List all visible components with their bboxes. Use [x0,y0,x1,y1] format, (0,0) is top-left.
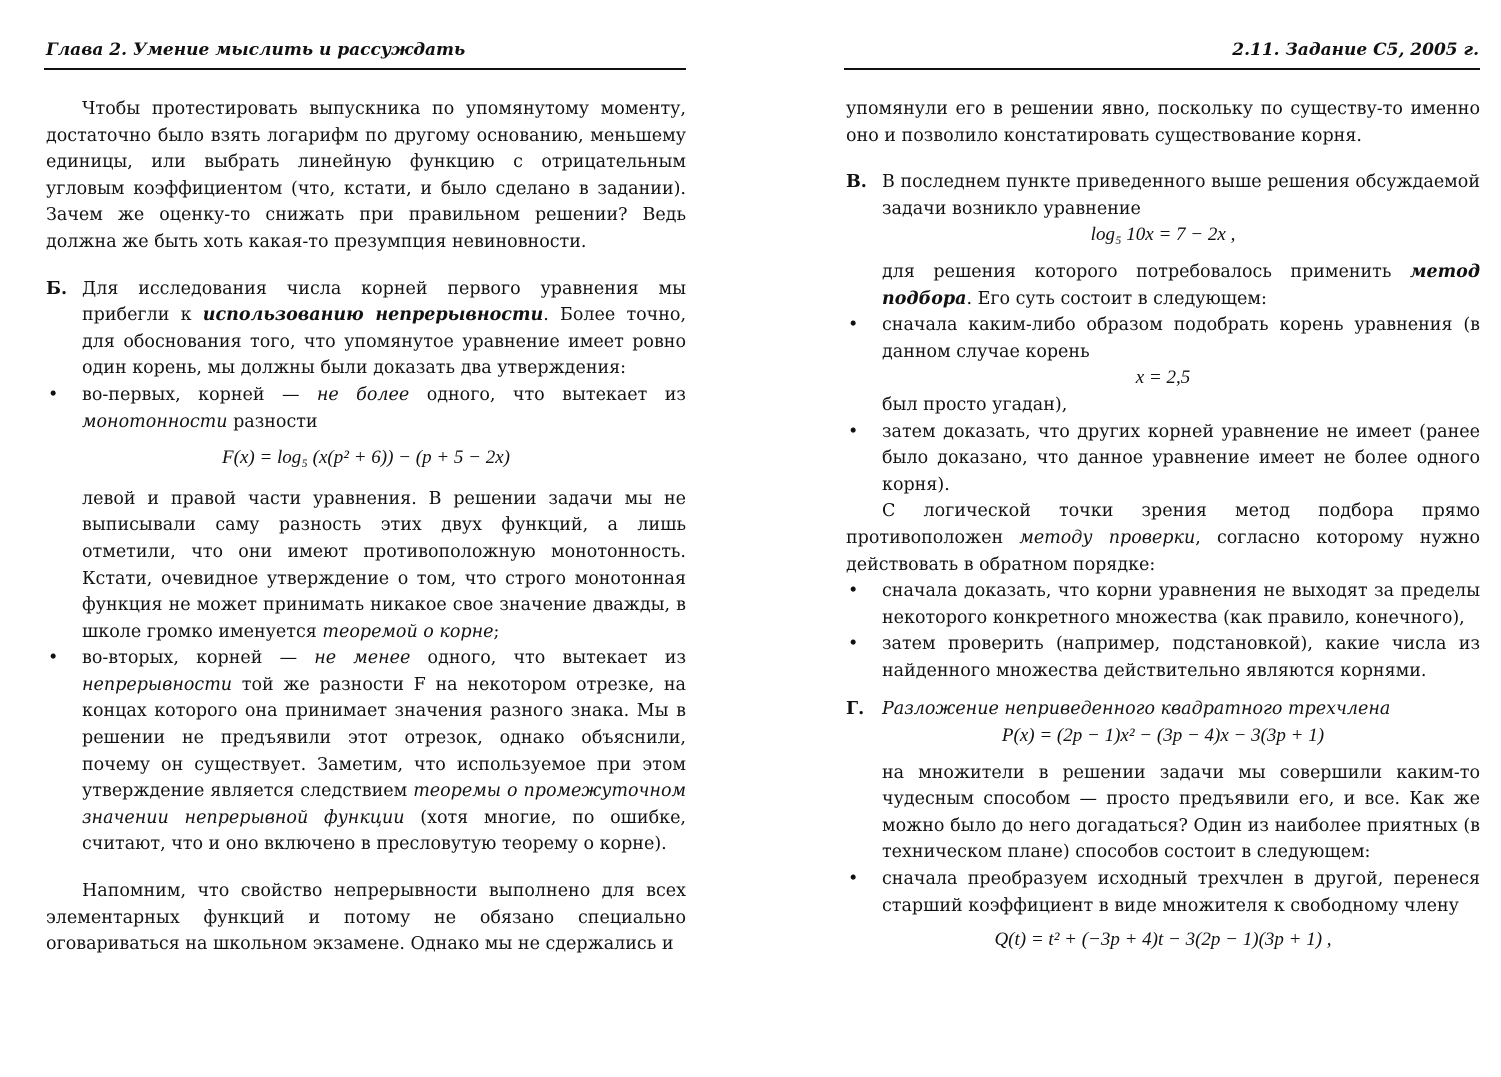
bullet-dot: • [848,315,859,336]
bullet-transform-text: сначала преобразуем исходный трехчлен в другой, перенеся старший коэффициент в виде множителя к свободному члену [882,869,1480,916]
formula-Q: Q(t) = t² + (−3p + 4)t − 3(2p − 1)(3p + 1) , [994,929,1332,951]
running-header-right: 2.11. Задание С5, 2005 г. [1232,40,1479,60]
bullet-first-c: разности [227,411,318,432]
section-b [46,276,686,382]
bullet-first-a: во-первых, корней — [82,384,317,405]
paragraph-logic [846,498,1480,578]
section-g-text-body: на множители в решении задачи мы совершили каким-то чудесным способом — просто предъявили его, и все. Как же можно было до него догадаться? Один из наиболее приятных (в техническом плане) способов состоит в следующем: [882,762,1480,863]
right-page [760,0,1501,1077]
section-b-text-1: Для исследования числа корней первого уравнения мы прибегли к [82,278,686,326]
bullet-dot: • [848,634,859,655]
bullet-pick-root-cont [846,392,1480,419]
bullet-second [46,645,686,858]
bullet-second-a: во-вторых, корней — [82,648,315,669]
formula-x: x = 2,5 [1135,367,1191,389]
section-g-label: Г. [846,699,865,720]
section-b-text-2: . Более точно, для обоснования того, что упомянутое уравнение имеет ровно один корень, мы должны были доказать два утверждения: [82,305,687,379]
formula-F: F(x) = log₅ (x(p² + 6)) − (p + 5 − 2x) [222,447,510,469]
after-formula-2: ; [493,621,500,642]
right-page-body [846,96,1480,954]
bullet-check-roots [846,631,1480,684]
header-rule-right [844,68,1480,70]
bullet-pick-root-text: сначала каким-либо образом подобрать корень уравнения (в данном случае корень [882,315,1480,362]
bullet-first-b: одного, что вытекает из [409,384,686,405]
bullet-first-continuation [46,486,686,646]
bullet-bound-roots-text: сначала доказать, что корни уравнения не выходят за пределы некоторого конкретного множества (как правило, конечного), [882,581,1480,628]
bullet-dot: • [48,384,59,405]
bullet-dot: • [848,581,859,602]
bullet-second-em1: не менее [314,648,411,669]
section-v-continuation [846,259,1480,312]
section-v-label: В. [846,172,867,193]
bullet-second-em2: непрерывности [82,674,233,695]
bullet-second-c: той же разности F на некотором отрезке, на концах которого она принимает значения разного знака. Мы в решении не предъявили этот отрезок, однако объяснили, почему он существует. Заметим, что используемое при этом утверждение является следствием [82,674,686,802]
section-g-heading: Разложение неприведенного квадратного трехчлена [882,699,1391,720]
paragraph-top: упомянули его в решении явно, поскольку по существу-то именно оно и позволило констатировать существование корня. [846,99,1480,146]
bullet-dot: • [48,648,59,669]
bullet-second-b: одного, что вытекает из [410,648,686,669]
section-v-cont-1: для решения которого потребовалось применить [882,261,1410,282]
bullet-first-em1: не более [316,384,410,405]
section-b-label: Б. [46,278,68,299]
bullet-second-em3: теоремы о промежуточном значении непрерывной функции [82,781,686,828]
section-v-method: метод подбора [882,261,1480,309]
bullet-prove-unique [846,419,1480,499]
header-rule-left [44,68,686,70]
paragraph-intro: Чтобы протестировать выпускника по упомянутому моменту, достаточно было взять логарифм по другому основанию, меньшему единицы, или выбрать линейную функцию с отрицательным угловым коэффициентом (что, кстати, и было сделано в задании). Зачем же оценку-то снижать при правильном решении? Ведь должна же быть хоть какая-то презумпция невиновности. [46,99,686,252]
bullet-transform [846,866,1480,919]
section-b-emphasis: использованию непрерывности [202,305,544,326]
section-g [846,696,1480,723]
after-formula-1: левой и правой части уравнения. В решении задачи мы не выписывали саму разность этих двух функций, а лишь отметили, что они имеют противоположную монотонность. Кстати, очевидное утверждение о том, что строго монотонная функция не может принимать никакое свое значение дважды, в школе громко именуется [82,488,686,642]
paragraph-logic-2: , согласно которому нужно действовать в обратном порядке: [846,527,1481,575]
bullet-first [46,382,686,435]
bullet-bound-roots [846,578,1480,631]
bullet-dot: • [848,869,859,890]
section-g-text [846,760,1480,866]
bullet-check-roots-text: затем проверить (например, подстановкой), какие числа из найденного множества действительно являются корнями. [882,634,1480,681]
after-formula-em: теоремой о корне [322,621,494,642]
formula-log: log₅ 10x = 7 − 2x , [1090,224,1236,246]
bullet-second-d: (хотя многие, по ошибке, считают, что и оно включено в пресловутую теорему о корне). [82,807,686,855]
bullet-pick-root-cont-text: был просто угадан), [882,394,1068,415]
section-v-text: В последнем пункте приведенного выше решения обсуждаемой задачи возникло уравнение [882,172,1480,219]
running-header-left: Глава 2. Умение мыслить и рассуждать [46,40,466,60]
paragraph-continuity: Напомним, что свойство непрерывности выполнено для всех элементарных функций и потому не обязано специально оговариваться на школьном экзамене. Однако мы не сдержались и [46,881,686,955]
bullet-prove-unique-text: затем доказать, что других корней уравнение не имеет (ранее было доказано, что данное уравнение имеет не более одного корня). [882,421,1480,495]
formula-P: P(x) = (2p − 1)x² − (3p − 4)x − 3(3p + 1) [1001,725,1325,747]
bullet-dot: • [848,421,859,442]
bullet-first-em2: монотонности [82,411,228,432]
section-v [846,169,1480,222]
paragraph-logic-em: методу проверки [1019,527,1196,548]
section-v-cont-2: . Его суть состоит в следующем: [966,288,1267,309]
bullet-pick-root [846,312,1480,365]
paragraph-logic-1: С логической точки зрения метод подбора прямо противоположен [846,501,1480,548]
left-page-body [46,96,686,958]
